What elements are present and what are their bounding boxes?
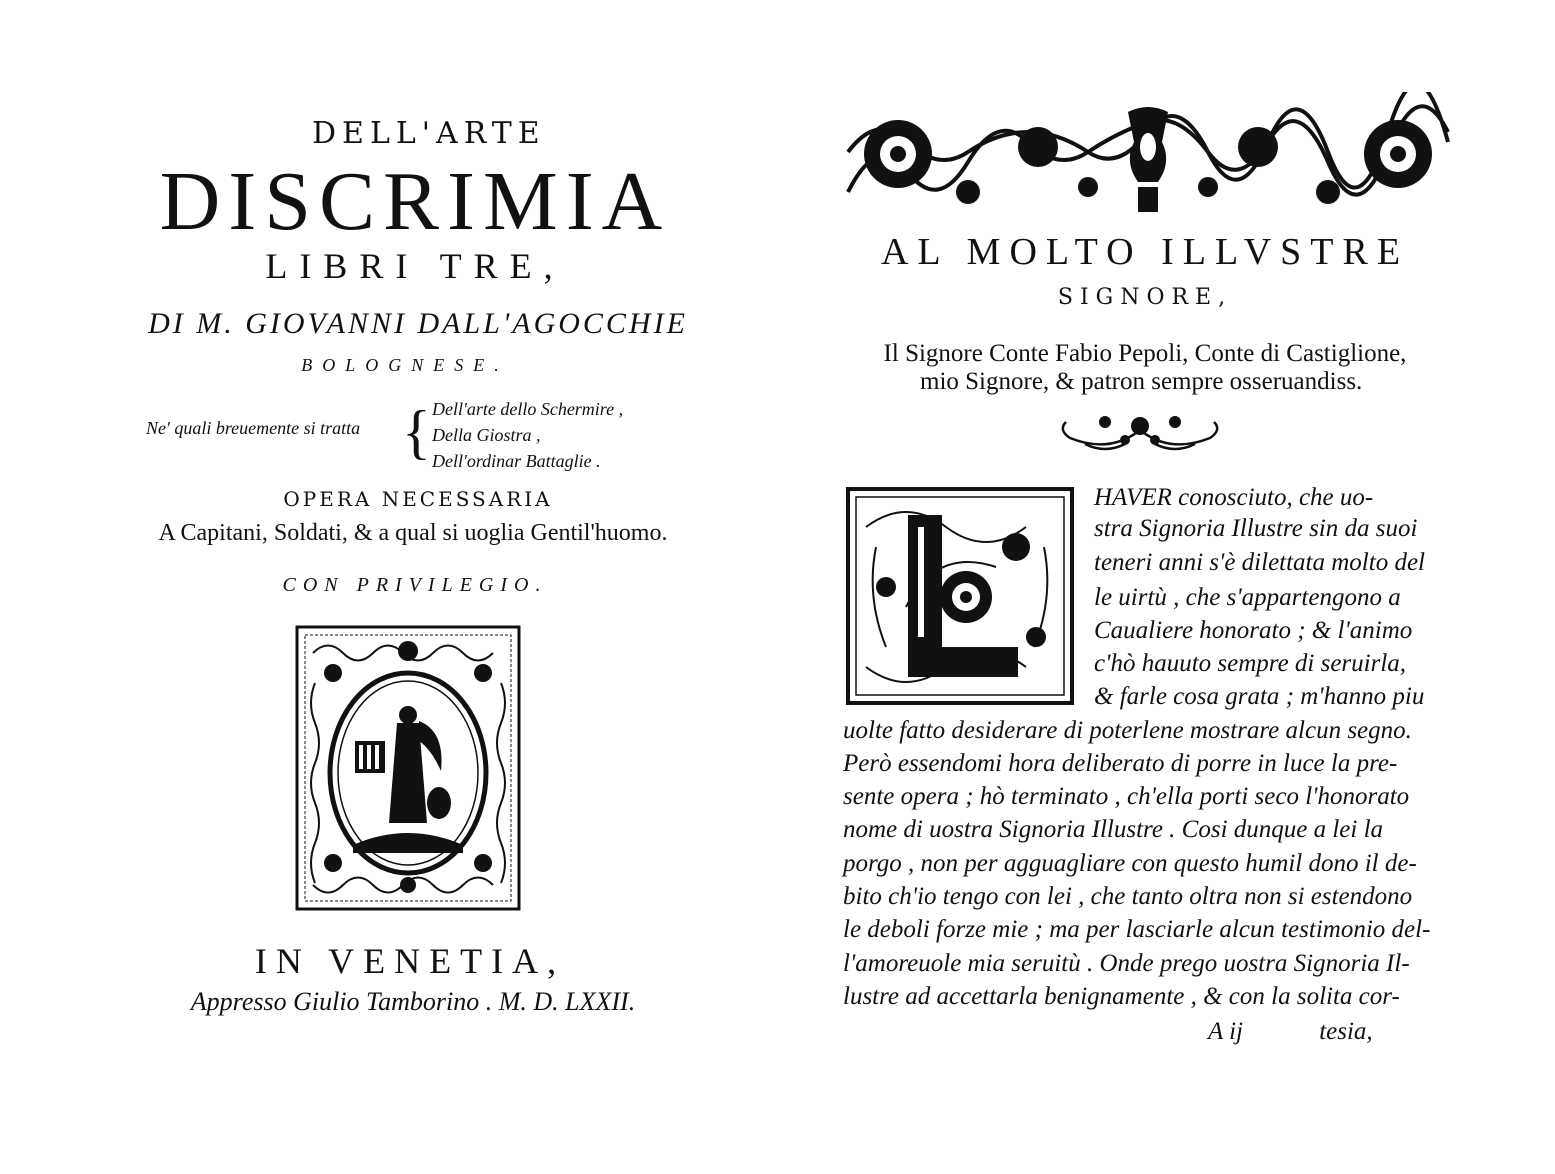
printer-line: Appresso Giulio Tamborino . M. D. LXXII. <box>190 987 636 1016</box>
title-main: DISCRIMIA <box>159 155 671 248</box>
opera-line: OPERA NECESSARIA <box>283 487 553 511</box>
body-text-line: le deboli forze mie ; ma per lasciarle alcun testimonio del- <box>843 916 1431 943</box>
brace-item: Dell'arte dello Schermire , <box>432 399 624 419</box>
body-text-line: lustre ad accettarla benignamente , & con la solita cor- <box>843 983 1400 1010</box>
dedication-signore: SIGNORE, <box>1057 285 1233 310</box>
body-text-line: uolte fatto desiderare di poterlene mostrare alcun segno. <box>843 717 1412 744</box>
dedication-name-line: Il Signore Conte Fabio Pepoli, Conte di Castiglione, <box>883 340 1407 367</box>
body-text-line: porgo , non per agguagliare con questo humil dono il de- <box>843 850 1417 877</box>
privilegio-line: CON PRIVILEGIO. <box>282 574 548 596</box>
audience-line: A Capitani, Soldati, & a qual si uoglia Gentil'huomo. <box>158 520 668 546</box>
body-text-line: teneri anni s'è dilettata molto del <box>1094 549 1425 576</box>
body-text-line: nome di uostra Signoria Illustre . Cosi dunque a lei la <box>843 816 1384 843</box>
brace-lead-text: Ne' quali breuemente si tratta <box>146 418 361 438</box>
body-text-line: stra Signoria Illustre sin da suoi <box>1094 515 1418 542</box>
city-line: IN VENETIA, <box>254 941 566 981</box>
fleuron-ornament-icon <box>1055 408 1225 458</box>
origin-line: BOLOGNESE. <box>301 355 509 375</box>
decorated-initial-letter-icon <box>846 487 1074 705</box>
brace-item: Della Giostra , <box>432 425 541 445</box>
body-text-line: Però essendomi hora deliberato di porre in luce la pre- <box>843 750 1398 777</box>
author-line: DI M. GIOVANNI DALL'AGOCCHIE <box>148 307 688 340</box>
ornamental-headpiece-icon <box>838 92 1458 218</box>
dedication-title: AL MOLTO ILLVSTRE <box>880 231 1410 273</box>
catchword: tesia, <box>1319 1018 1373 1045</box>
brace-item: Dell'ordinar Battaglie . <box>432 451 601 471</box>
body-text-line: le uirtù , che s'appartengono a <box>1094 584 1401 611</box>
body-text-line: Caualiere honorato ; & l'animo <box>1094 617 1413 644</box>
signature-mark: A ij <box>1208 1018 1243 1045</box>
body-text-line: sente opera ; hò terminato , ch'ella porti seco l'honorato <box>843 783 1410 810</box>
body-text-line: HAVER conosciuto, che uo- <box>1094 484 1374 511</box>
title-pre: DELL'ARTE <box>312 116 546 151</box>
catchword-line <box>1208 1018 1428 1046</box>
body-text-line: & farle cosa grata ; m'hanno piu <box>1094 683 1425 710</box>
printer-device-woodcut-icon <box>293 623 523 913</box>
brace-item-list <box>432 396 692 474</box>
body-text-line: bito ch'io tengo con lei , che tanto oltra non si estendono <box>843 883 1413 910</box>
dedication-name-line: mio Signore, & patron sempre osseruandiss. <box>920 368 1363 395</box>
title-sub: LIBRI TRE, <box>265 246 565 286</box>
curly-brace-icon: { <box>402 399 431 465</box>
body-text-line: l'amoreuole mia seruitù . Onde prego uostra Signoria Il- <box>843 950 1410 977</box>
body-text-line: c'hò hauuto sempre di seruirla, <box>1094 650 1407 677</box>
